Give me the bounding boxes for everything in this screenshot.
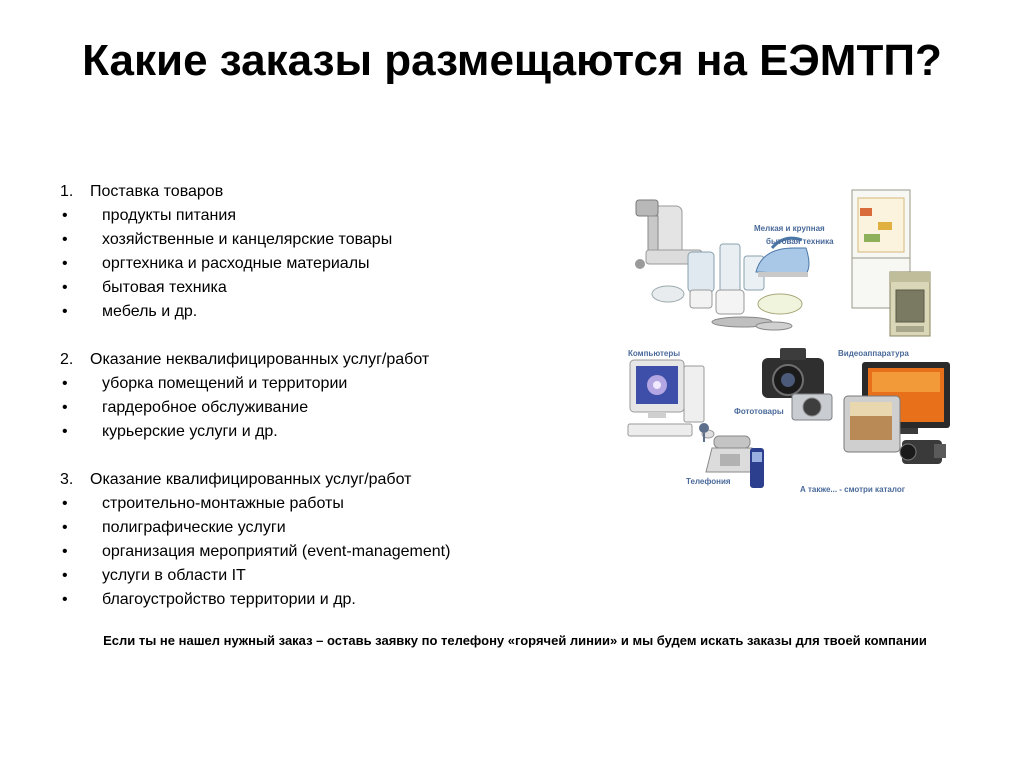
list-item — [60, 540, 620, 564]
section-title: Оказание квалифицированных услуг/работ — [90, 471, 412, 488]
hotline-note: Если ты не нашел нужный заказ – оставь заявку по телефону «горячей линии» и мы будем искать заказы для твоей компании — [103, 633, 927, 648]
list-item — [60, 204, 620, 228]
bullet-icon: • — [62, 399, 68, 416]
section-heading — [60, 180, 620, 204]
section-number: 2. — [60, 351, 74, 368]
bullet-icon: • — [62, 255, 68, 272]
caption-appliances-line2: бытовая техника — [766, 237, 834, 246]
crt-tv-icon — [844, 396, 900, 452]
bullet-icon: • — [62, 375, 68, 392]
caption-catalog: А также... - смотри каталог — [800, 485, 906, 494]
section-number: 3. — [60, 471, 74, 488]
list-item — [60, 228, 620, 252]
list-item-text: уборка помещений и территории — [102, 375, 348, 392]
list-item — [60, 252, 620, 276]
compact-camera-icon — [792, 394, 832, 420]
slide-title: Какие заказы размещаются на ЕЭМТП? — [82, 36, 942, 85]
section-title: Поставка товаров — [90, 183, 224, 200]
list-item-text: организация мероприятий (event-management) — [102, 543, 451, 560]
caption-computers: Компьютеры — [628, 349, 681, 358]
mobile-phone-icon — [750, 448, 764, 488]
caption-appliances-line1: Мелкая и крупная — [754, 224, 825, 233]
section-title: Оказание неквалифицированных услуг/работ — [90, 351, 430, 368]
camcorder-icon — [900, 440, 946, 464]
list-item-text: гардеробное обслуживание — [102, 399, 309, 416]
list-item-text: оргтехника и расходные материалы — [102, 255, 370, 272]
stove-icon — [890, 272, 930, 336]
product-collage — [622, 186, 962, 496]
product-collage-drawing — [622, 186, 962, 496]
list-item-text: благоустройство территории и др. — [102, 591, 356, 608]
list-item — [60, 516, 620, 540]
bullet-icon: • — [62, 543, 68, 560]
order-types-list — [60, 180, 620, 612]
list-item — [60, 300, 620, 324]
list-item — [60, 420, 620, 444]
list-item-text: услуги в области IT — [102, 567, 246, 584]
section-skilled-services — [60, 468, 620, 612]
section-goods — [60, 180, 620, 324]
bullet-icon: • — [62, 207, 68, 224]
list-item-text: мебель и др. — [102, 303, 198, 320]
list-item — [60, 396, 620, 420]
bullet-icon: • — [62, 591, 68, 608]
bullet-icon: • — [62, 495, 68, 512]
bullet-icon: • — [62, 423, 68, 440]
bullet-icon: • — [62, 231, 68, 248]
section-heading — [60, 468, 620, 492]
list-item — [60, 372, 620, 396]
camera-icon — [762, 348, 824, 398]
list-item — [60, 588, 620, 612]
caption-video: Видеоаппаратура — [838, 349, 909, 358]
bullet-icon: • — [62, 519, 68, 536]
bullet-icon: • — [62, 303, 68, 320]
list-item — [60, 492, 620, 516]
list-item-text: бытовая техника — [102, 279, 227, 296]
section-unskilled-services — [60, 348, 620, 444]
list-item — [60, 276, 620, 300]
bullet-icon: • — [62, 279, 68, 296]
bullet-icon: • — [62, 567, 68, 584]
section-heading — [60, 348, 620, 372]
list-item — [60, 564, 620, 588]
list-item-text: продукты питания — [102, 207, 236, 224]
list-item-text: хозяйственные и канцелярские товары — [102, 231, 393, 248]
caption-phones: Телефония — [686, 477, 731, 486]
caption-photo: Фототовары — [734, 407, 784, 416]
section-number: 1. — [60, 183, 74, 200]
list-item-text: полиграфические услуги — [102, 519, 286, 536]
list-item-text: строительно-монтажные работы — [102, 495, 344, 512]
list-item-text: курьерские услуги и др. — [102, 423, 278, 440]
